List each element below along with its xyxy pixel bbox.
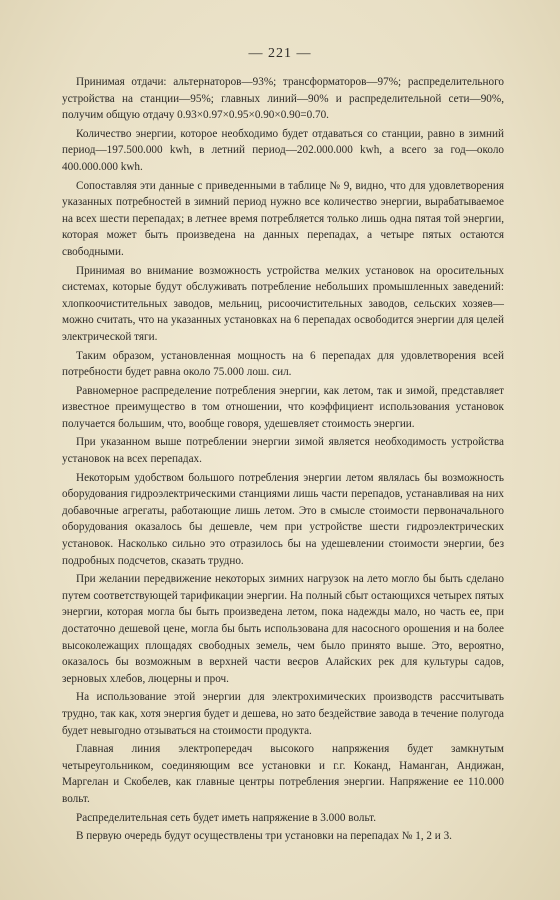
paragraph-small-installations: Принимая во внимание возможность устройства мелких установок на оросительных системах, которые будут обслуживать потребление небольших промышленных заведений: хлопкоочистительных заводов, мельниц, рисоочистительных заводов, сельских хозяев—можно считать, что на указанных установках на 6 перепадах освободится энергии для целей электрической тяги. [62,264,504,343]
paragraph-efficiency: Принимая отдачи: альтернаторов—93%; трансформаторов—97%; распределительного устройства на станции—95%; главных линий—90% и распределительной сети—90%, получим общую отдачу 0.93×0.97×0.95×0.90×0.90=0.70. [62,76,504,122]
paragraph-electrochemical: На использование этой энергии для электрохимических производств рассчитывать трудно, так как, хотя энергия будет и дешева, но зато бездействие завода в течение полугода будет невыгодно отзываться на стоимости продукта. [62,691,504,737]
paragraph-installed-power: Таким образом, установленная мощность на 6 перепадах для удовлетворения всей потребности будет равна около 75.000 лош. сил. [62,349,504,379]
paragraph-winter-consumption: При указанном выше потреблении энергии зимой является необходимость устройства установок на всех перепадах. [62,436,504,466]
paragraph-summer-advantage: Некоторым удобством большого потребления энергии летом являлась бы возможность оборудования гидроэлектрическими станциями лишь части перепадов, устанавливая на них добавочные агрегаты, работающие лишь летом. Это в смысле стоимости первоначального оборудования оказалось бы дешевле, чем при устройстве шести гидроэлектрических установок. Насколько сильно это отразилось бы на удешевлении стоимости энергии, без подробных подсчетов, сказать трудно. [62,471,504,567]
paragraph-distribution-network: Распределительная сеть будет иметь напряжение в 3.000 вольт. [76,811,377,824]
paragraph-main-line: Главная линия электропередач высокого напряжения будет замкнутым четыреугольником, соединяющим все установки и г.г. Коканд, Наманган, Андижан, Маргелан и Скобелев, как главные центры потребления энергии. Напряжение ее 110.000 вольт. [62,743,504,805]
paragraph-uniform-distribution: Равномерное распределение потребления энергии, как летом, так и зимой, представляет известное преимущество в том отношении, что коэффициент использования установок получается большим, что, вообще говоря, удешевляет стоимость энергии. [62,384,504,430]
paragraph-load-shifting: При желании передвижение некоторых зимних нагрузок на лето могло бы быть сделано путем соответствующей тарификации энергии. На полный сбыт остающихся четырех пятых энергии, которая могла бы быть произведена летом, пока надежды мало, но часть ее, при достаточно дешевой цене, могла бы быть использована для насосного орошения и на более высоколежащих площадях свободных земель, чем было принято выше. Это, вероятно, оказалось бы возможным в верхней части веєров Алайских рек для культуры садов, зерновых хлебов, люцерны и проч. [62,573,504,685]
paragraph-comparison: Сопоставляя эти данные с приведенными в таблице № 9, видно, что для удовлетворения указанных потребностей в зимний период нужно все количество энергии, вырабатываемое на всех шести перепадах; в летнее время потребляется только лишь одна пятая той энергии, которая может быть произведена на данных перепадах, а четыре пятых остаются свободными. [62,179,504,258]
page-number: — 221 — [248,46,312,61]
body-text [62,74,504,847]
paragraph-first-stage: В первую очередь будут осуществлены три установки на перепадах № 1, 2 и 3. [76,830,452,843]
paragraph-energy-amount: Количество энергии, которое необходимо будет отдаваться со станции, равно в зимний период—197.500.000 kwh, в летний период—202.000.000 kwh, а всего за год—около 400.000.000 kwh. [62,127,504,173]
